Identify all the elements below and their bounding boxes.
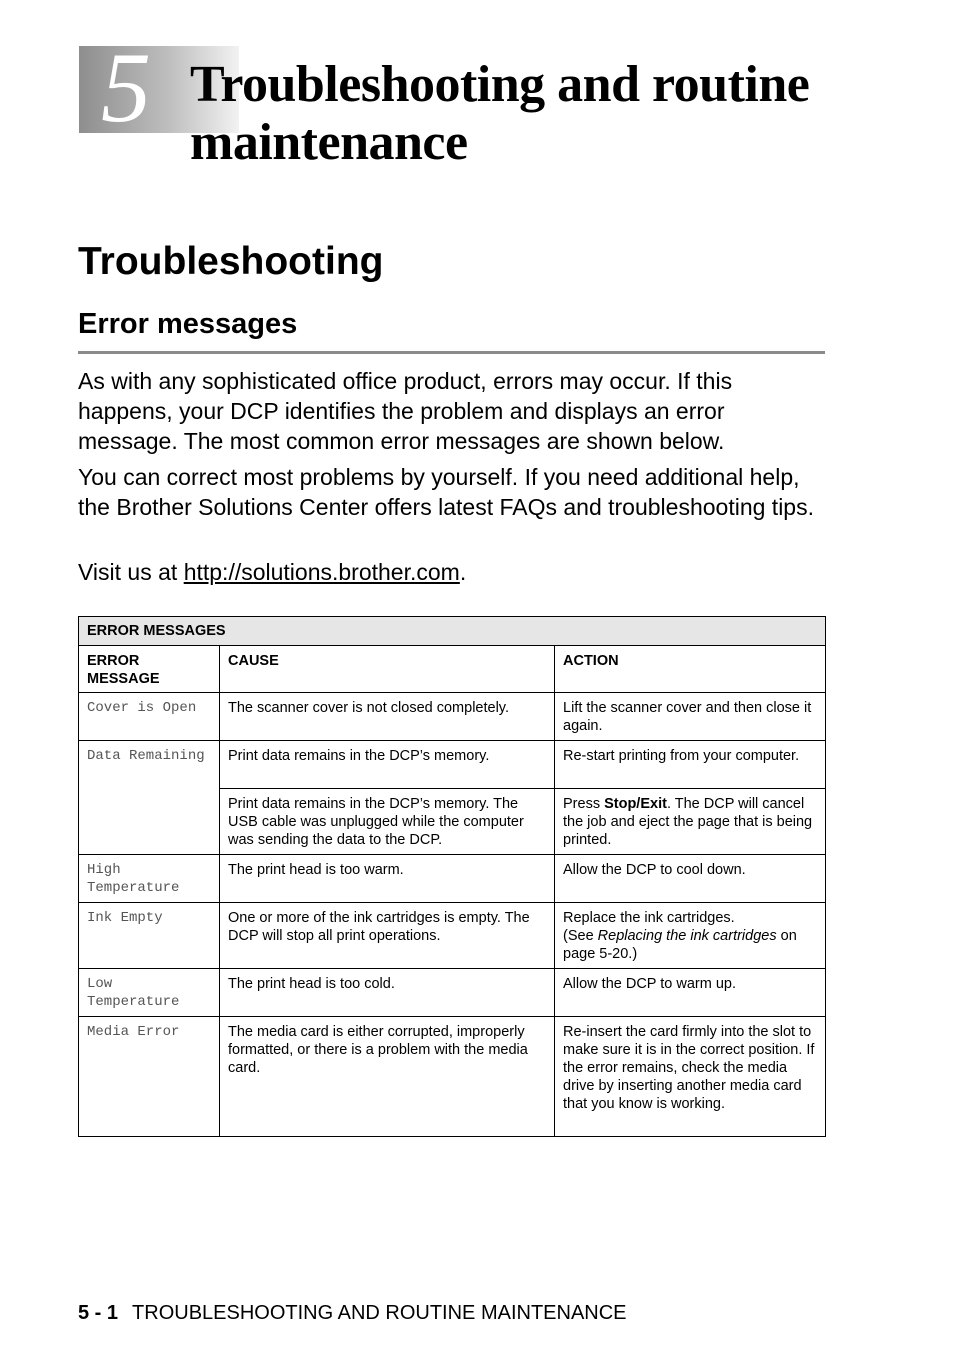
cause-cell: The scanner cover is not closed completely.	[220, 693, 555, 741]
cross-reference: Replacing the ink cartridges	[597, 928, 777, 944]
action-cell: Lift the scanner cover and then close it again.	[555, 693, 826, 741]
footer-title: TROUBLESHOOTING AND ROUTINE MAINTENANCE	[132, 1302, 627, 1324]
error-messages-table	[78, 616, 826, 1137]
error-message-cell: Data Remaining	[79, 741, 220, 855]
header-cause: CAUSE	[220, 646, 555, 693]
page-number: 5 - 1	[78, 1302, 119, 1324]
table-row	[79, 693, 826, 741]
cause-cell: Print data remains in the DCP’s memory.	[220, 741, 555, 789]
stop-exit-key-label: Stop/Exit	[604, 796, 667, 812]
table-row	[79, 903, 826, 969]
cause-cell: The print head is too warm.	[220, 855, 555, 903]
action-cell: Re-insert the card firmly into the slot to make sure it is in the correct position. If the error remains, check the media drive by inserting another media card that you know is working.	[555, 1017, 826, 1137]
cause-cell: The media card is either corrupted, improperly formatted, or there is a problem with the media card.	[220, 1017, 555, 1137]
cause-cell: The print head is too cold.	[220, 969, 555, 1017]
error-message-cell: High Temperature	[79, 855, 220, 903]
action-cell: Allow the DCP to cool down.	[555, 855, 826, 903]
cause-cell: Print data remains in the DCP’s memory. The USB cable was unplugged while the computer was sending the data to the DCP.	[220, 789, 555, 855]
table-title: ERROR MESSAGES	[79, 617, 826, 646]
action-text: Replace the ink cartridges.	[563, 910, 735, 926]
table-row	[79, 1017, 826, 1137]
cause-cell: One or more of the ink cartridges is empty. The DCP will stop all print operations.	[220, 903, 555, 969]
action-text: (See	[563, 928, 598, 944]
visit-suffix: .	[459, 559, 467, 585]
header-error-message: ERROR MESSAGE	[79, 646, 220, 693]
action-cell	[555, 789, 826, 855]
header-action: ACTION	[555, 646, 826, 693]
subsection-title: Error messages	[78, 308, 298, 340]
solutions-link[interactable]: http://solutions.brother.com	[183, 559, 460, 585]
table-row	[79, 741, 826, 789]
error-message-cell: Media Error	[79, 1017, 220, 1137]
table-title-row	[79, 617, 826, 646]
error-message-cell: Ink Empty	[79, 903, 220, 969]
help-paragraph: You can correct most problems by yourself. If you need additional help, the Brother Solutions Center offers latest FAQs and troubleshooting tips.	[78, 464, 814, 520]
error-message-cell: Cover is Open	[79, 693, 220, 741]
intro-paragraph: As with any sophisticated office product, errors may occur. If this happens, your DCP identifies the problem and displays an error message. The most common error messages are shown below.	[78, 368, 733, 454]
chapter-title: Troubleshooting and routine maintenance	[190, 56, 810, 171]
action-cell	[555, 903, 826, 969]
chapter-number: 5	[101, 32, 151, 143]
table-header-row	[79, 646, 826, 693]
table-row	[79, 855, 826, 903]
action-text: . The DCP will cancel the job and eject the page that is being printed.	[563, 796, 813, 848]
error-message-cell: Low Temperature	[79, 969, 220, 1017]
action-text: on page 5-20.)	[563, 928, 797, 962]
action-cell: Allow the DCP to warm up.	[555, 969, 826, 1017]
action-cell: Re-start printing from your computer.	[555, 741, 826, 789]
visit-prefix: Visit us at	[78, 559, 184, 585]
section-title: Troubleshooting	[78, 240, 384, 283]
action-text: Press	[563, 796, 605, 812]
section-divider	[78, 351, 825, 354]
visit-paragraph	[78, 557, 828, 587]
page-footer	[78, 1302, 627, 1325]
table-row	[79, 969, 826, 1017]
